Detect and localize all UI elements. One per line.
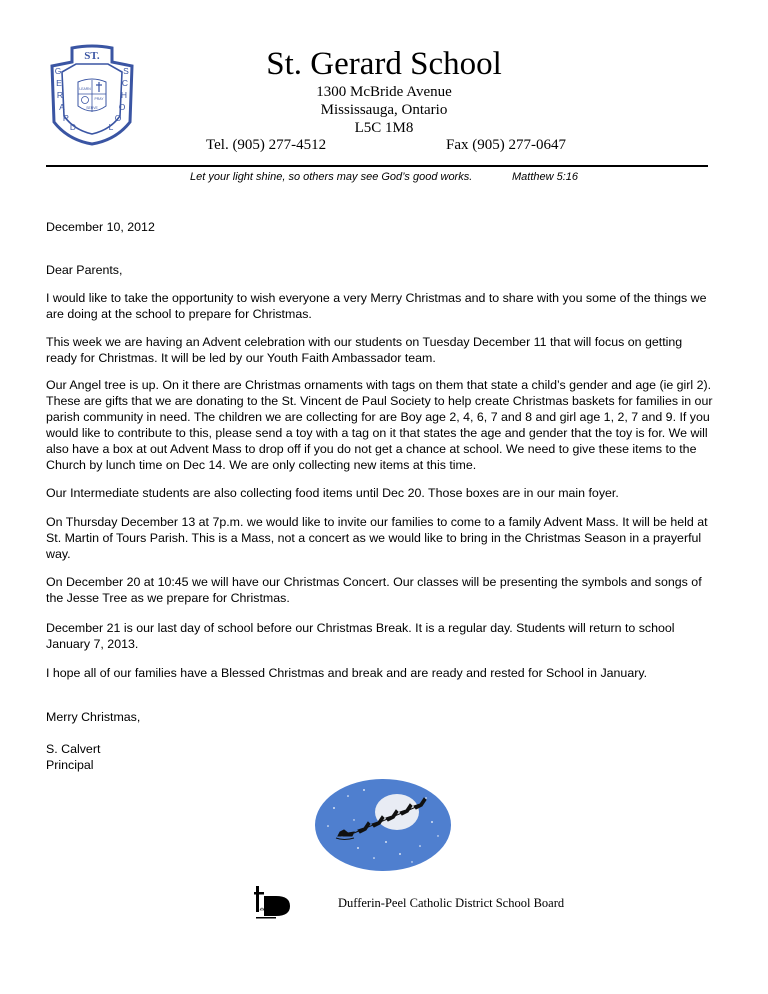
letter-paragraph: This week we are having an Advent celebration with our students on Tuesday December 11 that will focus on getting ready for Christmas. It will be led by our Youth Faith Ambassador team. (46, 335, 683, 365)
letter-paragraph: I hope all of our families have a Blessed Christmas and break and are ready and rested for School in January. (46, 666, 648, 680)
crest-top-text: ST. (84, 50, 100, 62)
letter-paragraph: Our Intermediate students are also collecting food items until Dec 20. Those boxes are in our main foyer. (46, 486, 619, 500)
letter-paragraph: Our Angel tree is up. On it there are Christmas ornaments with tags on them that state a child’s gender and age (ie girl 2). These are gifts that we are donating to the St. Vincent de Paul Society to help create Christmas baskets for families in our parish community in need. The children we are collecting for are Boy age 2, 4, 6, 7 and 8 and girl age 1, 2, 7 and 9. If you would like to contribute to this, please send a toy with a tag on it that states the age and gender that the toy is for. We will also have a box at out Advent Mass to drop off if you do not get a chance at school. We need to give these items to the Church by lunch time on Dec 14. We are only collecting new items at this time. (46, 378, 713, 472)
crest-letter: G (54, 66, 62, 76)
school-board-logo (254, 880, 294, 920)
address-line-postal: L5C 1M8 (354, 120, 414, 136)
school-motto: Let your light shine, so others may see God’s good works. (190, 171, 473, 183)
letter-date: December 10, 2012 (46, 220, 155, 234)
crest-letter: L (108, 122, 114, 132)
motto-verse: Matthew 5:16 (512, 171, 579, 183)
letter-paragraph: On Thursday December 13 at 7p.m. we would like to invite our families to come to a family Advent Mass. It will be held at St. Martin of Tours Parish. This is a Mass, not a concert as we would like to bring in the Christmas Season in a prayerful way. (46, 515, 708, 561)
crest-letter: O (114, 113, 122, 123)
svg-text:PRAY: PRAY (94, 97, 104, 101)
school-board-name: Dufferin-Peel Catholic District School Board (338, 896, 565, 910)
signature-name: S. Calvert (46, 742, 101, 756)
signature-title: Principal (46, 758, 94, 772)
letter-paragraph: On December 20 at 10:45 we will have our Christmas Concert. Our classes will be presenting the symbols and songs of the Jesse Tree as we prepare for Christmas. (46, 575, 702, 605)
crest-letter: O (118, 102, 126, 112)
svg-text:SERVE: SERVE (86, 106, 98, 110)
letter-closing: Merry Christmas, (46, 710, 141, 724)
header-divider (46, 165, 708, 167)
letter-paragraph: I would like to take the opportunity to wish everyone a very Merry Christmas and to share with you some of the things we are doing at the school to prepare for Christmas. (46, 291, 707, 321)
crest-letter: S (123, 66, 129, 76)
address-line-city: Mississauga, Ontario (320, 102, 448, 118)
crest-letter: E (56, 78, 62, 88)
address-line-street: 1300 McBride Avenue (316, 84, 452, 100)
svg-text:LEARN: LEARN (79, 87, 91, 91)
crest-letter: R (62, 113, 70, 123)
crest-letter: C (121, 78, 129, 88)
crest-letter: R (56, 90, 64, 100)
letter-salutation: Dear Parents, (46, 263, 123, 277)
school-name: St. Gerard School (266, 46, 502, 82)
fax: Fax (905) 277-0647 (446, 137, 566, 153)
crest-letter: A (59, 102, 65, 112)
letter-paragraph: December 21 is our last day of school before our Christmas Break. It is a regular day. Students will return to school January 7, 2013. (46, 621, 675, 651)
telephone: Tel. (905) 277-4512 (206, 137, 327, 153)
crest-letter: H (120, 90, 128, 100)
crest-letter: D (69, 122, 77, 132)
santa-sleigh-moon-illustration (314, 778, 452, 872)
